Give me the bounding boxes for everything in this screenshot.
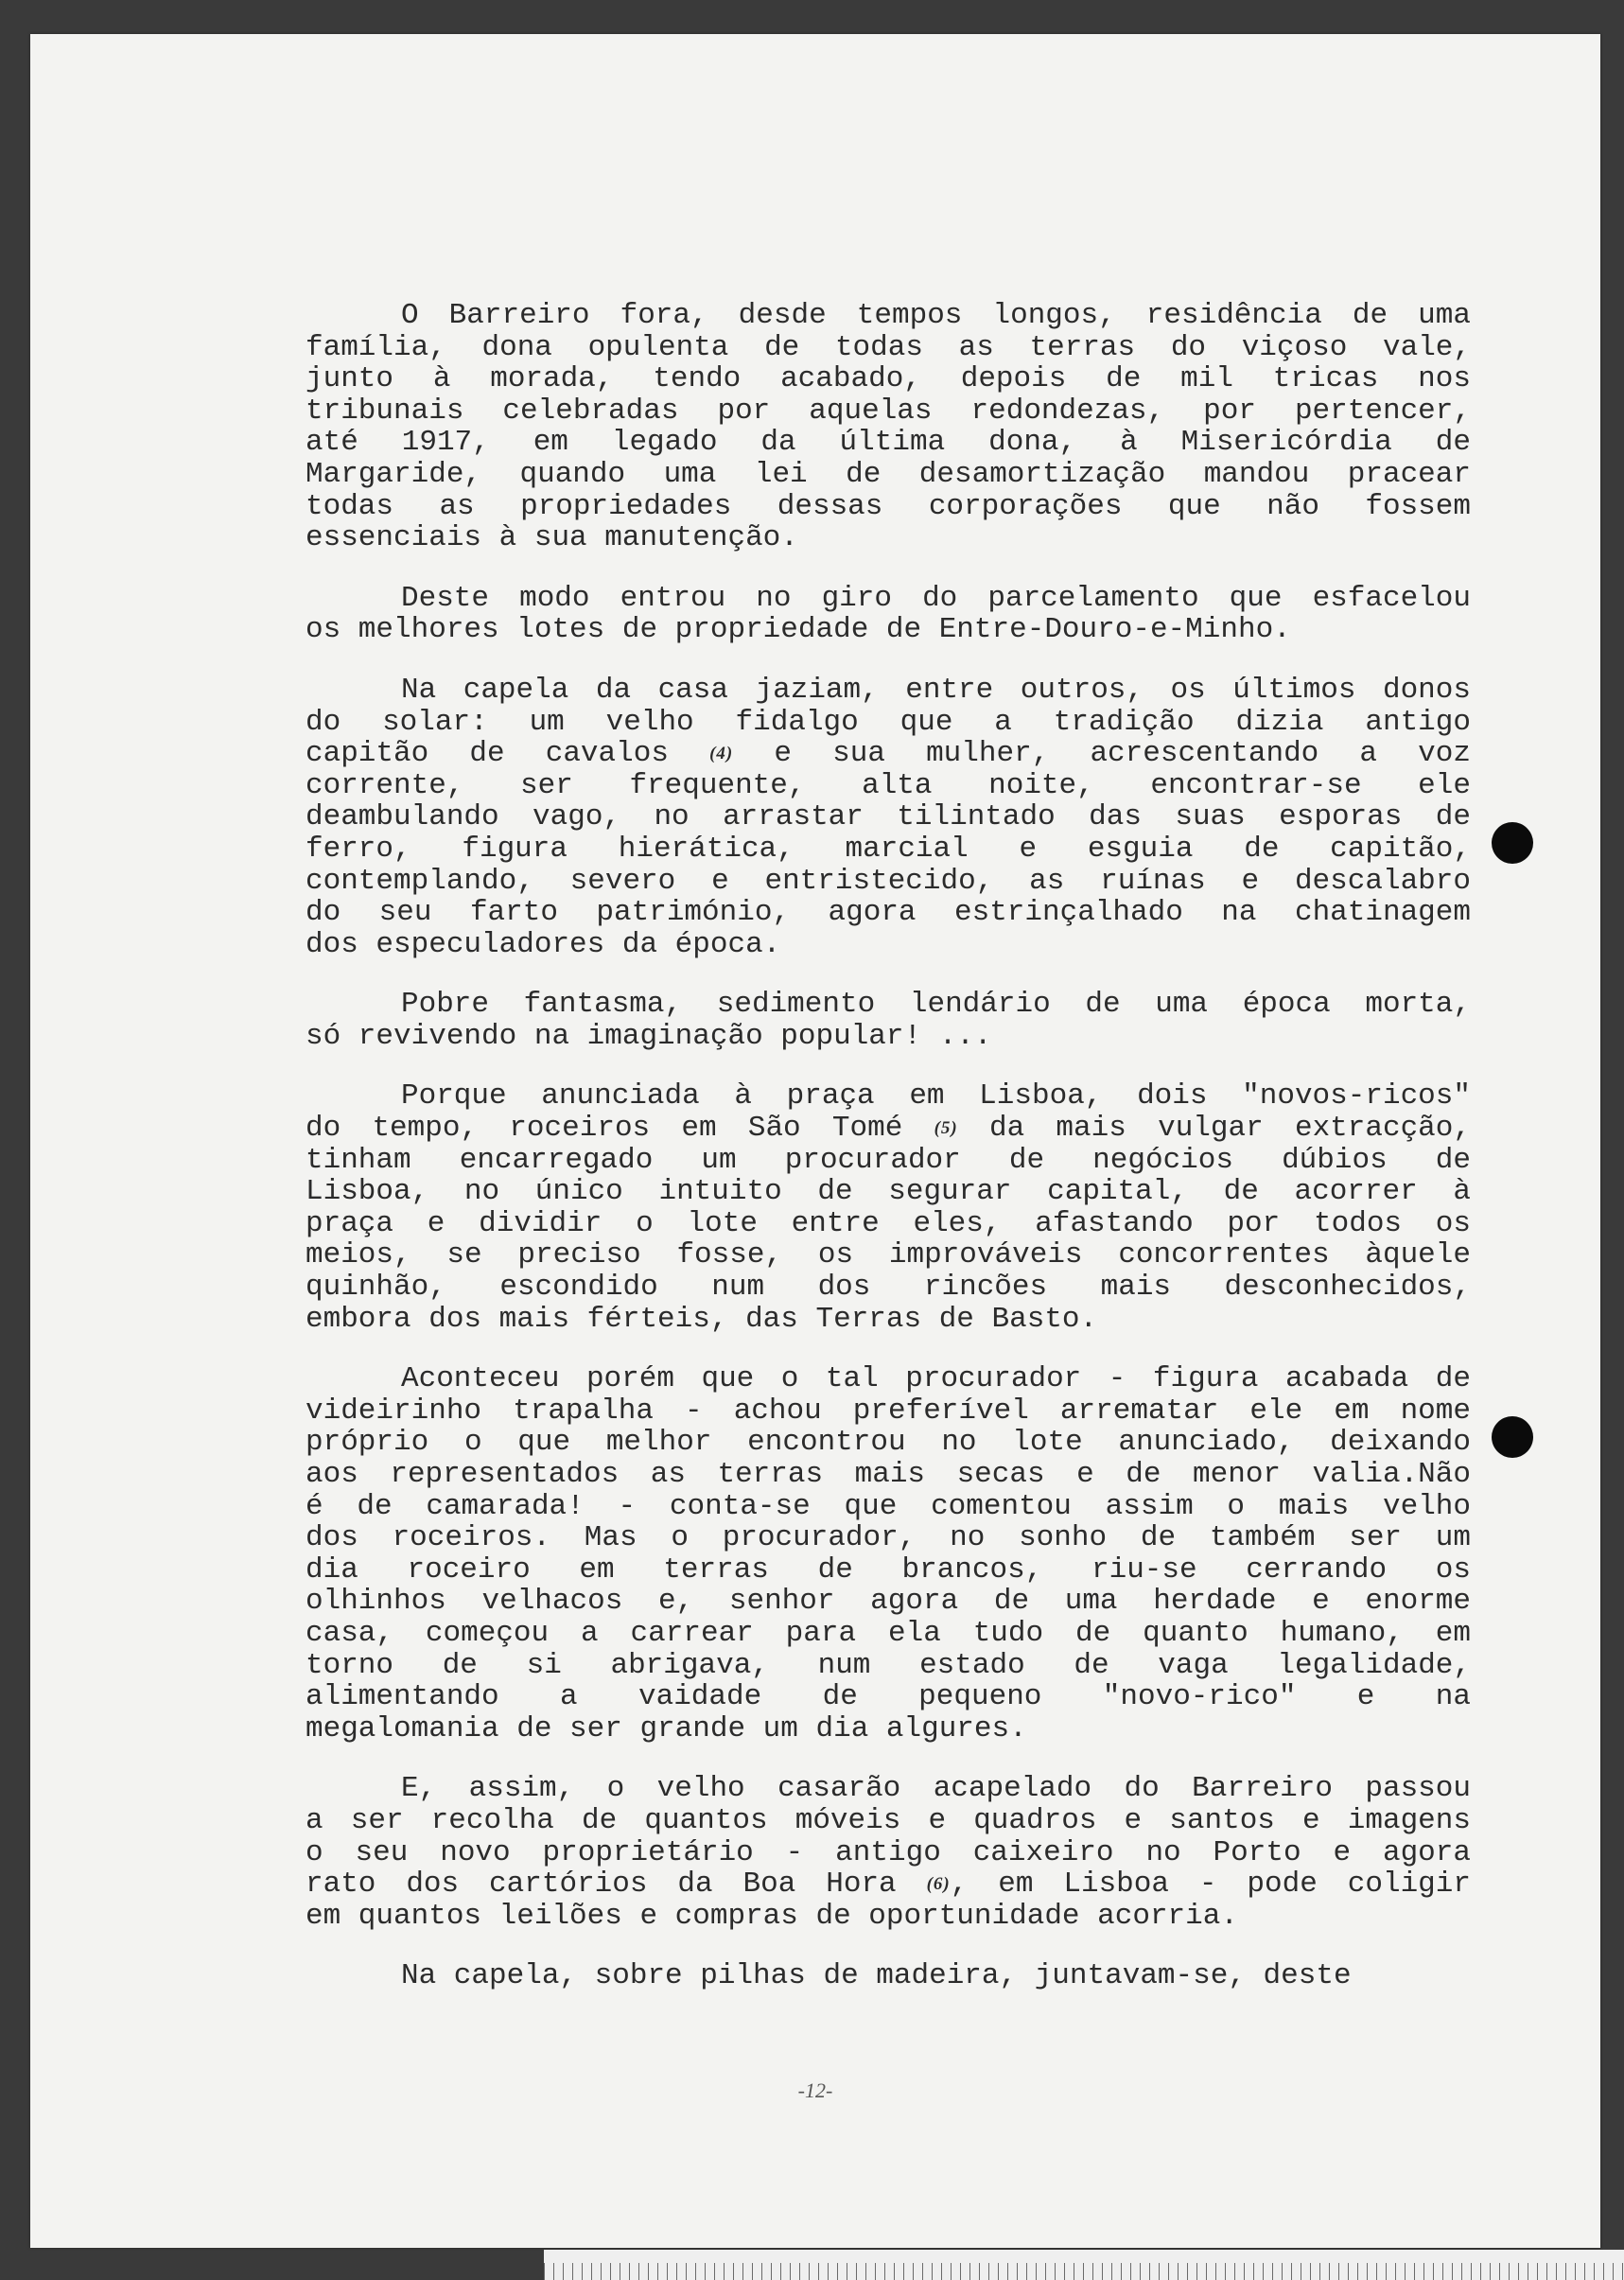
paragraph	[306, 1363, 1471, 1745]
text-line: do seu farto património, agora estrinçalhado na chatinagem	[306, 896, 1471, 930]
text-line: a ser recolha de quantos móveis e quadros e santos e imagens	[306, 1803, 1471, 1837]
text-line: alimentando a vaidade de pequeno "novo-rico" e na	[306, 1680, 1471, 1714]
footnote-marker: (6)	[926, 1874, 951, 1895]
text-line: meios, se preciso fosse, os improváveis concorrentes àquele	[306, 1238, 1471, 1272]
text-line: o seu novo proprietário - antigo caixeiro no Porto e agora	[306, 1835, 1471, 1869]
text-line: E, assim, o velho casarão acapelado do Barreiro passou	[401, 1772, 1471, 1806]
paragraph	[306, 1960, 1471, 1992]
text-line: Margaride, quando uma lei de desamortização mandou pracear	[306, 457, 1471, 491]
text-line: família, dona opulenta de todas as terras do viçoso vale,	[306, 330, 1471, 364]
text-line: dia roceiro em terras de brancos, riu-se cerrando os	[306, 1552, 1471, 1587]
text-line: torno de si abrigava, num estado de vaga legalidade,	[306, 1648, 1471, 1682]
text-line: Porque anunciada à praça em Lisboa, dois "novos-ricos"	[401, 1079, 1471, 1114]
text-line: contemplando, severo e entristecido, as ruínas e descalabro	[306, 864, 1471, 898]
paragraph	[306, 583, 1471, 646]
text-line: todas as propriedades dessas corporações que não fossem	[306, 489, 1471, 523]
footnote-marker: (4)	[709, 744, 734, 764]
text-line: praça e dividir o lote entre eles, afastando por todos os	[306, 1206, 1471, 1240]
text-line: Pobre fantasma, sedimento lendário de uma época morta,	[401, 988, 1471, 1022]
measurement-ruler	[544, 2250, 1624, 2280]
punch-hole-lower	[1492, 1416, 1533, 1458]
text-line: rato dos cartórios da Boa Hora (6), em Lisboa - pode coligir	[306, 1868, 1471, 1902]
text-line: Aconteceu porém que o tal procurador - figura acabada de	[401, 1362, 1471, 1396]
document-page	[30, 34, 1600, 2248]
text-line: do tempo, roceiros em São Tomé (5) da mais vulgar extracção,	[306, 1112, 1471, 1146]
text-line: O Barreiro fora, desde tempos longos, residência de uma	[401, 299, 1471, 332]
text-line: casa, começou a carrear para ela tudo de quanto humano, em	[306, 1616, 1471, 1650]
punch-hole-upper	[1492, 822, 1533, 864]
text-line: deambulando vago, no arrastar tilintado das suas esporas de	[306, 800, 1471, 834]
text-line: próprio o que melhor encontrou no lote anunciado, deixando	[306, 1426, 1471, 1460]
text-line: corrente, ser frequente, alta noite, encontrar-se ele	[306, 768, 1471, 802]
text-line: é de camarada! - conta-se que comentou assim o mais velho	[306, 1489, 1471, 1523]
text-line: Na capela, sobre pilhas de madeira, juntavam-se, deste	[401, 1959, 1352, 1993]
text-line: só revivendo na imaginação popular! ...	[306, 1019, 992, 1053]
text-line: olhinhos velhacos e, senhor agora de uma herdade e enorme	[306, 1585, 1471, 1619]
text-line: Deste modo entrou no giro do parcelamento que esfacelou	[401, 581, 1471, 615]
text-line: dos roceiros. Mas o procurador, no sonho de também ser um	[306, 1521, 1471, 1555]
text-line: em quantos leilões e compras de oportunidade acorria.	[306, 1899, 1238, 1933]
body-text	[306, 300, 1471, 2021]
paragraph	[306, 989, 1471, 1052]
text-line: capitão de cavalos (4) e sua mulher, acrescentando a voz	[306, 737, 1471, 771]
paragraph	[306, 675, 1471, 960]
text-line: do solar: um velho fidalgo que a tradição dizia antigo	[306, 705, 1471, 739]
text-line: Na capela da casa jaziam, entre outros, os últimos donos	[401, 673, 1471, 707]
footnote-marker: (5)	[934, 1118, 958, 1139]
text-line: ferro, figura hierática, marcial e esguia de capitão,	[306, 832, 1471, 866]
paragraph	[306, 1080, 1471, 1335]
text-line: videirinho trapalha - achou preferível arrematar ele em nome	[306, 1394, 1471, 1428]
text-line: os melhores lotes de propriedade de Entre-Douro-e-Minho.	[306, 613, 1291, 647]
text-line: tinham encarregado um procurador de negócios dúbios de	[306, 1143, 1471, 1177]
text-line: embora dos mais férteis, das Terras de Basto.	[306, 1302, 1098, 1336]
text-line: tribunais celebradas por aquelas redondezas, por pertencer,	[306, 394, 1471, 428]
text-line: dos especuladores da época.	[306, 927, 781, 961]
text-line: Lisboa, no único intuito de segurar capital, de acorrer à	[306, 1175, 1471, 1209]
text-line: até 1917, em legado da última dona, à Misericórdia de	[306, 426, 1471, 460]
text-line: aos representados as terras mais secas e de menor valia.Não	[306, 1458, 1471, 1491]
paragraph	[306, 300, 1471, 554]
page-number: -12-	[797, 2078, 833, 2102]
text-line: essenciais à sua manutenção.	[306, 521, 798, 555]
text-line: megalomania de ser grande um dia algures.	[306, 1711, 1027, 1745]
paragraph	[306, 1773, 1471, 1932]
text-line: quinhão, escondido num dos rincões mais desconhecidos,	[306, 1271, 1471, 1305]
text-line: junto à morada, tendo acabado, depois de mil tricas nos	[306, 362, 1471, 396]
